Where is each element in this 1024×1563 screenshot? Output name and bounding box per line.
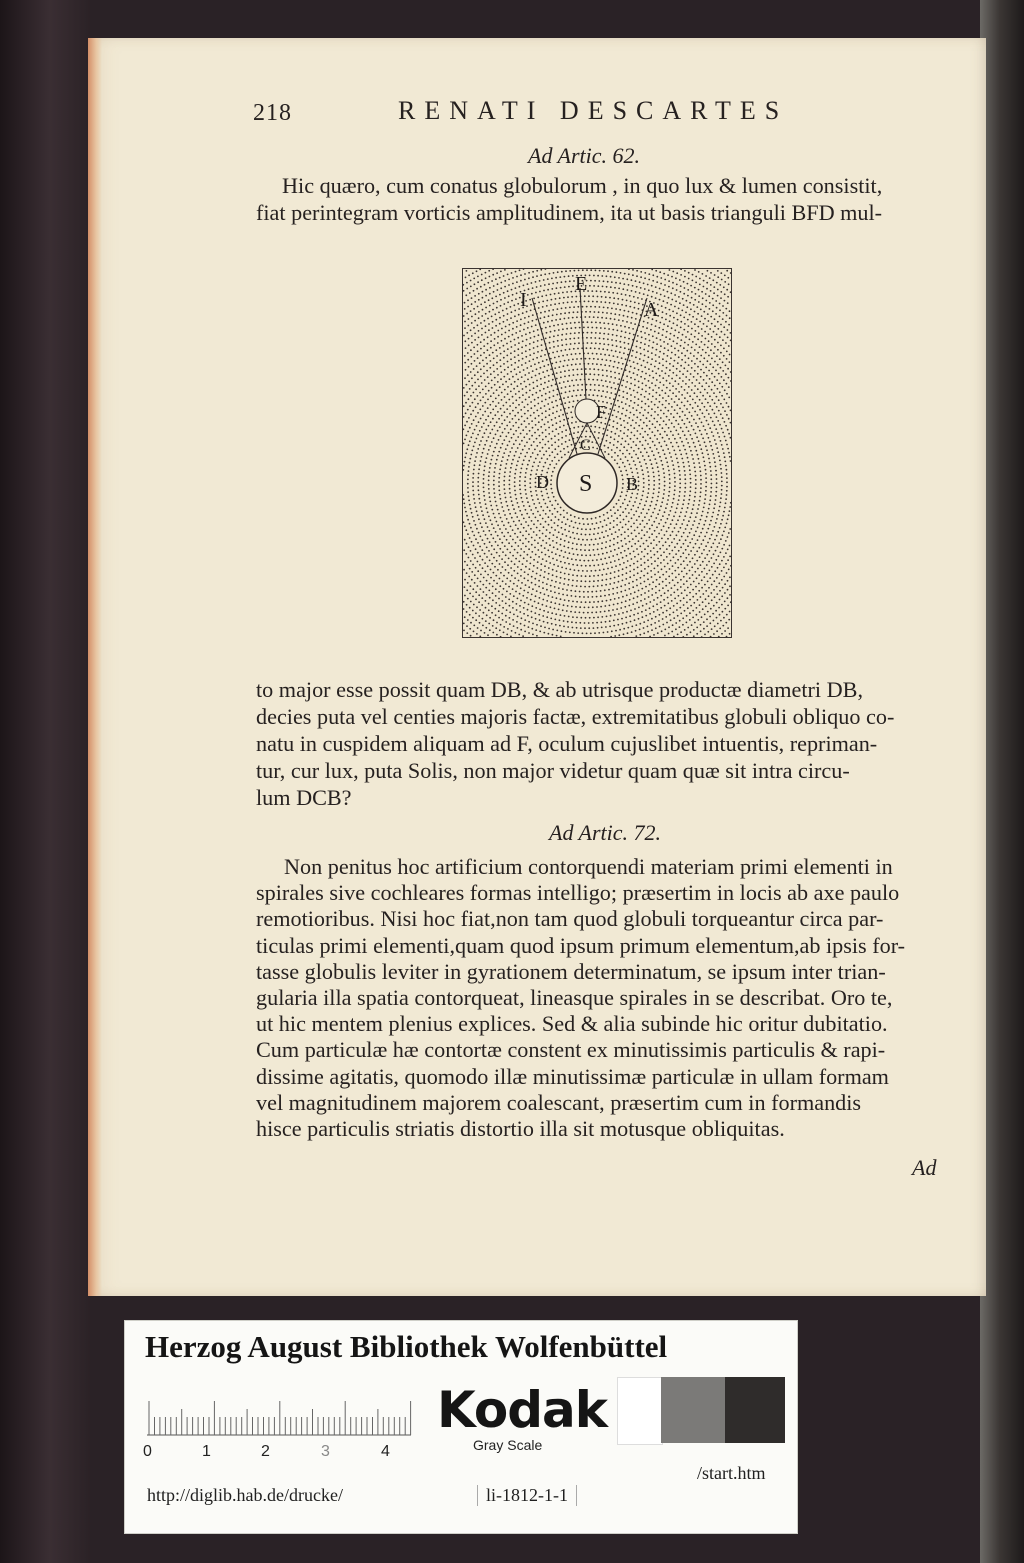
- section-heading-artic-72: Ad Artic. 72.: [549, 820, 662, 845]
- scan-background-left: [0, 0, 90, 1563]
- text-line: lum DCB?: [256, 785, 352, 810]
- text-line: Non penitus hoc artificium contorquendi materiam primi elementi in: [284, 854, 893, 879]
- label-e: E: [575, 273, 588, 295]
- ruler-number: 0: [143, 1443, 152, 1460]
- ruler-scale: [147, 1395, 415, 1443]
- text-line: dissime agitatis, quomodo illæ minutissimæ particulæ in ullam formam: [256, 1063, 889, 1089]
- ruler-number: 4: [381, 1443, 390, 1460]
- text-line: hisce particulis striatis distortio illa sit motusque obliquitas.: [256, 1116, 785, 1142]
- text-line: to major esse possit quam DB, & ab utrisque productæ diametri DB,: [256, 677, 863, 702]
- page-gutter-edge: [88, 38, 102, 1296]
- text-line: Hic quæro, cum conatus globulorum , in quo lux & lumen consistit,: [282, 173, 883, 198]
- gray-scale-label: Gray Scale: [473, 1437, 543, 1453]
- paragraph-2: [256, 676, 946, 811]
- label-d: D: [536, 472, 549, 492]
- shelfmark: li-1812-1-1: [477, 1485, 577, 1506]
- scan-background-right: [980, 0, 1024, 1563]
- text-line: ticulas primi elementi,quam quod ipsum primum elementum,ab ipsis for-: [256, 932, 906, 958]
- text-line: Cum particulæ hæ contortæ constent ex minutissimis particulis & rapi-: [256, 1037, 886, 1063]
- paragraph-1: [256, 172, 946, 226]
- running-head: RENATI DESCARTES: [398, 96, 789, 125]
- text-line: natu in cuspidem aliquam ad F, oculum cujuslibet intuentis, repriman-: [256, 731, 878, 756]
- text-line: ut hic mentem plenius explices. Sed & alia subinde hic oritur dubitatio.: [256, 1011, 888, 1037]
- label-s: S: [579, 471, 593, 497]
- start-url: /start.htm: [697, 1463, 766, 1483]
- text-line: decies puta vel centies majoris factæ, extremitatibus globuli obliquo co-: [256, 704, 895, 729]
- label-b: B: [626, 474, 639, 494]
- label-a: A: [644, 299, 659, 321]
- catchword: Ad: [912, 1155, 937, 1180]
- text-line: spirales sive cochleares formas intelligo; præsertim in locis ab axe paulo: [256, 880, 900, 906]
- gray-swatch-dark: [725, 1377, 785, 1443]
- text-line: remotioribus. Nisi hoc fiat,non tam quod globuli torqueantur circa par-: [256, 906, 884, 932]
- color-target-card: [124, 1320, 798, 1534]
- paragraph-3: [256, 854, 946, 1142]
- text-line: tasse globulis leviter in gyrationem determinatum, se ipsum inter trian-: [256, 958, 886, 984]
- gray-swatch-mid: [661, 1377, 725, 1443]
- ruler-number: 3: [321, 1443, 330, 1460]
- text-line: vel magnitudinem majorem coalescant, præsertim cum in formandis: [256, 1089, 862, 1115]
- label-c: C: [580, 437, 591, 454]
- section-heading-artic-62: Ad Artic. 62.: [528, 143, 641, 168]
- source-url: http://diglib.hab.de/drucke/: [147, 1485, 343, 1505]
- text-line: tur, cur lux, puta Solis, non major videtur quam quæ sit intra circu-: [256, 758, 850, 783]
- vortex-figure: [462, 268, 732, 638]
- vortex-diagram: [462, 268, 732, 638]
- kodak-logo: Kodak: [437, 1381, 607, 1439]
- label-i: I: [520, 289, 527, 311]
- gray-swatch-white: [617, 1377, 663, 1445]
- label-f: F: [596, 402, 607, 422]
- ruler-number: 1: [202, 1443, 211, 1460]
- page-number: 218: [253, 100, 292, 126]
- library-name: Herzog August Bibliothek Wolfenbüttel: [145, 1329, 668, 1364]
- ruler-number: 2: [261, 1443, 270, 1460]
- text-line: gularia illa spatia contorqueat, lineasque spirales in se describat. Oro te,: [256, 985, 893, 1011]
- text-line: fiat perintegram vorticis amplitudinem, ita ut basis trianguli BFD mul-: [256, 200, 883, 225]
